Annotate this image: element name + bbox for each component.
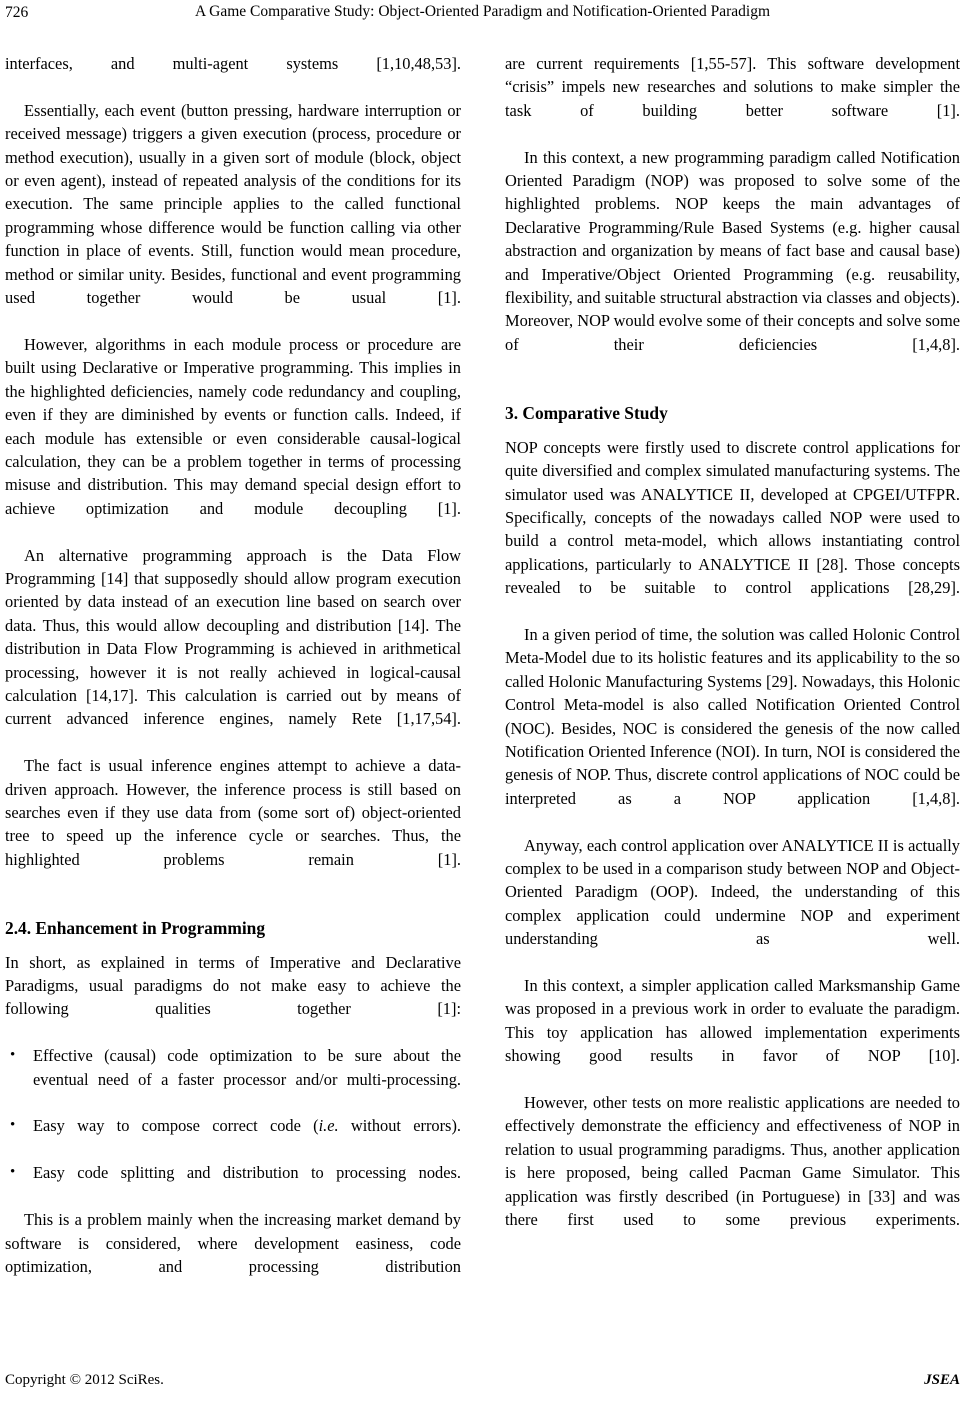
two-column-body bbox=[0, 52, 965, 1292]
list-item bbox=[5, 1114, 461, 1161]
section-heading-3: 3. Comparative Study bbox=[505, 402, 668, 423]
running-header bbox=[0, 0, 965, 30]
list-item-text-part: Easy code splitting and distribution to processing nodes. bbox=[33, 1163, 461, 1183]
copyright-notice: Copyright © 2012 SciRes. bbox=[5, 1372, 164, 1388]
bullet-icon: • bbox=[10, 1117, 16, 1134]
paragraph: In this context, a new programming paradigm called Notification Oriented Paradigm (NOP) was proposed to solve some of the highlighted problems. NOP keeps the main advantages of Declarative Programming/Rule Based Systems (e.g. higher causal abstraction and organization by means of fact base and causal base) and Imperative/Object Oriented Programming (e.g. reusability, flexibility, and suitable structural abstraction via classes and objects). Moreover, NOP would evolve some of their concepts and solve some of their deficiencies [1,4,8]. bbox=[505, 147, 960, 354]
paragraph: Anyway, each control application over ANALYTICE II is actually complex to be used in a comparison study between NOP and Object-Oriented Paradigm (OOP). Indeed, the understanding of this complex application could undermine NOP and experiment understanding as well. bbox=[505, 835, 960, 949]
paragraph: In a given period of time, the solution was called Holonic Control Meta-Model due to its holistic features and its applicability to the so called Holonic Manufacturing Systems [29]. Nowadays, this Holonic Control Meta-model is also called Notification Oriented Control (NOC). Besides, NOC is considered the genesis of the now called Notification Oriented Inference (NOI). In turn, NOI is considered the genesis of NOP. Thus, discrete control applications of NOC could be interpreted as a NOP application [1,4,8]. bbox=[505, 624, 960, 808]
section-heading-2-4: 2.4. Enhancement in Programming bbox=[5, 917, 266, 938]
paragraph: In this context, a simpler application called Marksmanship Game was proposed in a previous work in order to evaluate the paradigm. This toy application has allowed implementation experiments showing good results in favor of NOP [10]. bbox=[505, 976, 960, 1066]
page-footer bbox=[0, 1370, 965, 1392]
left-column bbox=[5, 52, 461, 1302]
list-item bbox=[5, 1044, 461, 1114]
paragraph: However, algorithms in each module process or procedure are built using Declarative or Imperative programming. This implies in the highlighted deficiencies, namely code redundancy and coupling, even if they are diminished by events or function calls. Indeed, if each module has extensible or even considerable causal-logical calculation, they can be a problem together in terms of processing misuse and distribution. This may demand special design effort to achieve optimization and module decoupling [1]. bbox=[5, 334, 461, 518]
list-item-text-part: Easy way to compose correct code ( bbox=[33, 1116, 319, 1136]
paragraph: interfaces, and multi-agent systems [1,10,48,53]. bbox=[5, 54, 461, 73]
paragraph: An alternative programming approach is the Data Flow Programming [14] that supposedly should allow program execution oriented by data instead of an execution line based on search over data. Thus, this would allow decoupling and distribution [14]. The distribution in Data Flow Programming is achieved in arithmetical processing, however it is not really achieved in logical-causal calculation [14,17]. This calculation is carried out by means of current advanced inference engines, namely Rete [1,17,54]. bbox=[5, 545, 461, 729]
page-number: 726 bbox=[5, 4, 29, 21]
list-item-italic-part: i.e. bbox=[318, 1116, 339, 1136]
list-item-text bbox=[33, 1116, 461, 1158]
running-header-title: A Game Comparative Study: Object-Oriented Paradigm and Notification-Oriented Paradigm bbox=[194, 3, 771, 20]
right-column bbox=[505, 52, 960, 1255]
list-item bbox=[5, 1161, 461, 1208]
qualities-bullet-list bbox=[5, 1044, 461, 1208]
paragraph: In short, as explained in terms of Imperative and Declarative Paradigms, usual paradigms do not make easy to achieve the following qualities together [1]: bbox=[5, 952, 461, 1019]
paragraph: However, other tests on more realistic applications are needed to effectively demonstrate the efficiency and effectiveness of NOP in relation to usual programming paradigms. Thus, another application is here proposed, being called Pacman Game Simulator. This application was firstly described (in Portuguese) in [33] and was there first used to some previous experiments. bbox=[505, 1093, 960, 1230]
bullet-icon: • bbox=[10, 1164, 16, 1181]
list-item-text bbox=[33, 1046, 461, 1112]
paragraph: The fact is usual inference engines attempt to achieve a data-driven approach. However, the inference process is still based on searches even if they use data from (some sort of) object-oriented tree to speed up the inference cycle or searches. Thus, the highlighted problems remain [1]. bbox=[5, 756, 461, 869]
paragraph: This is a problem mainly when the increasing market demand by software is considered, where development easiness, code optimization, and processing distribution bbox=[5, 1210, 461, 1276]
list-item-text-part: without errors). bbox=[338, 1116, 461, 1136]
paragraph: are current requirements [1,55-57]. This software development “crisis” impels new researches and solutions to make simpler the task of building better software [1]. bbox=[505, 54, 960, 120]
paragraph: NOP concepts were firstly used to discrete control applications for quite diversified and complex simulated manufacturing systems. The simulator used was ANALYTICE II, developed at CPGEI/UTFPR. Specifically, concepts of the nowadays called NOP were used to build a control meta-model, which allows instantiating control applications, particularly to ANALYTICE II [28]. Those concepts revealed to be suitable to control applications [28,29]. bbox=[505, 437, 960, 598]
bullet-icon: • bbox=[10, 1047, 16, 1064]
list-item-text bbox=[33, 1163, 461, 1205]
list-item-text-part: Effective (causal) code optimization to be sure about the eventual need of a faster processor and/or multi-processing. bbox=[33, 1046, 461, 1089]
paragraph: Essentially, each event (button pressing, hardware interruption or received message) triggers a given execution (process, procedure or method execution), usually in a given sort of module (block, object or even agent), instead of repeated analysis of the conditions for its execution. The same principle applies to the called functional programming whose difference would be function calling via other function in place of events. Still, function would mean procedure, method or similar unity. Besides, functional and event programming used together would be usual [1]. bbox=[5, 100, 461, 308]
journal-abbreviation: JSEA bbox=[924, 1372, 960, 1388]
